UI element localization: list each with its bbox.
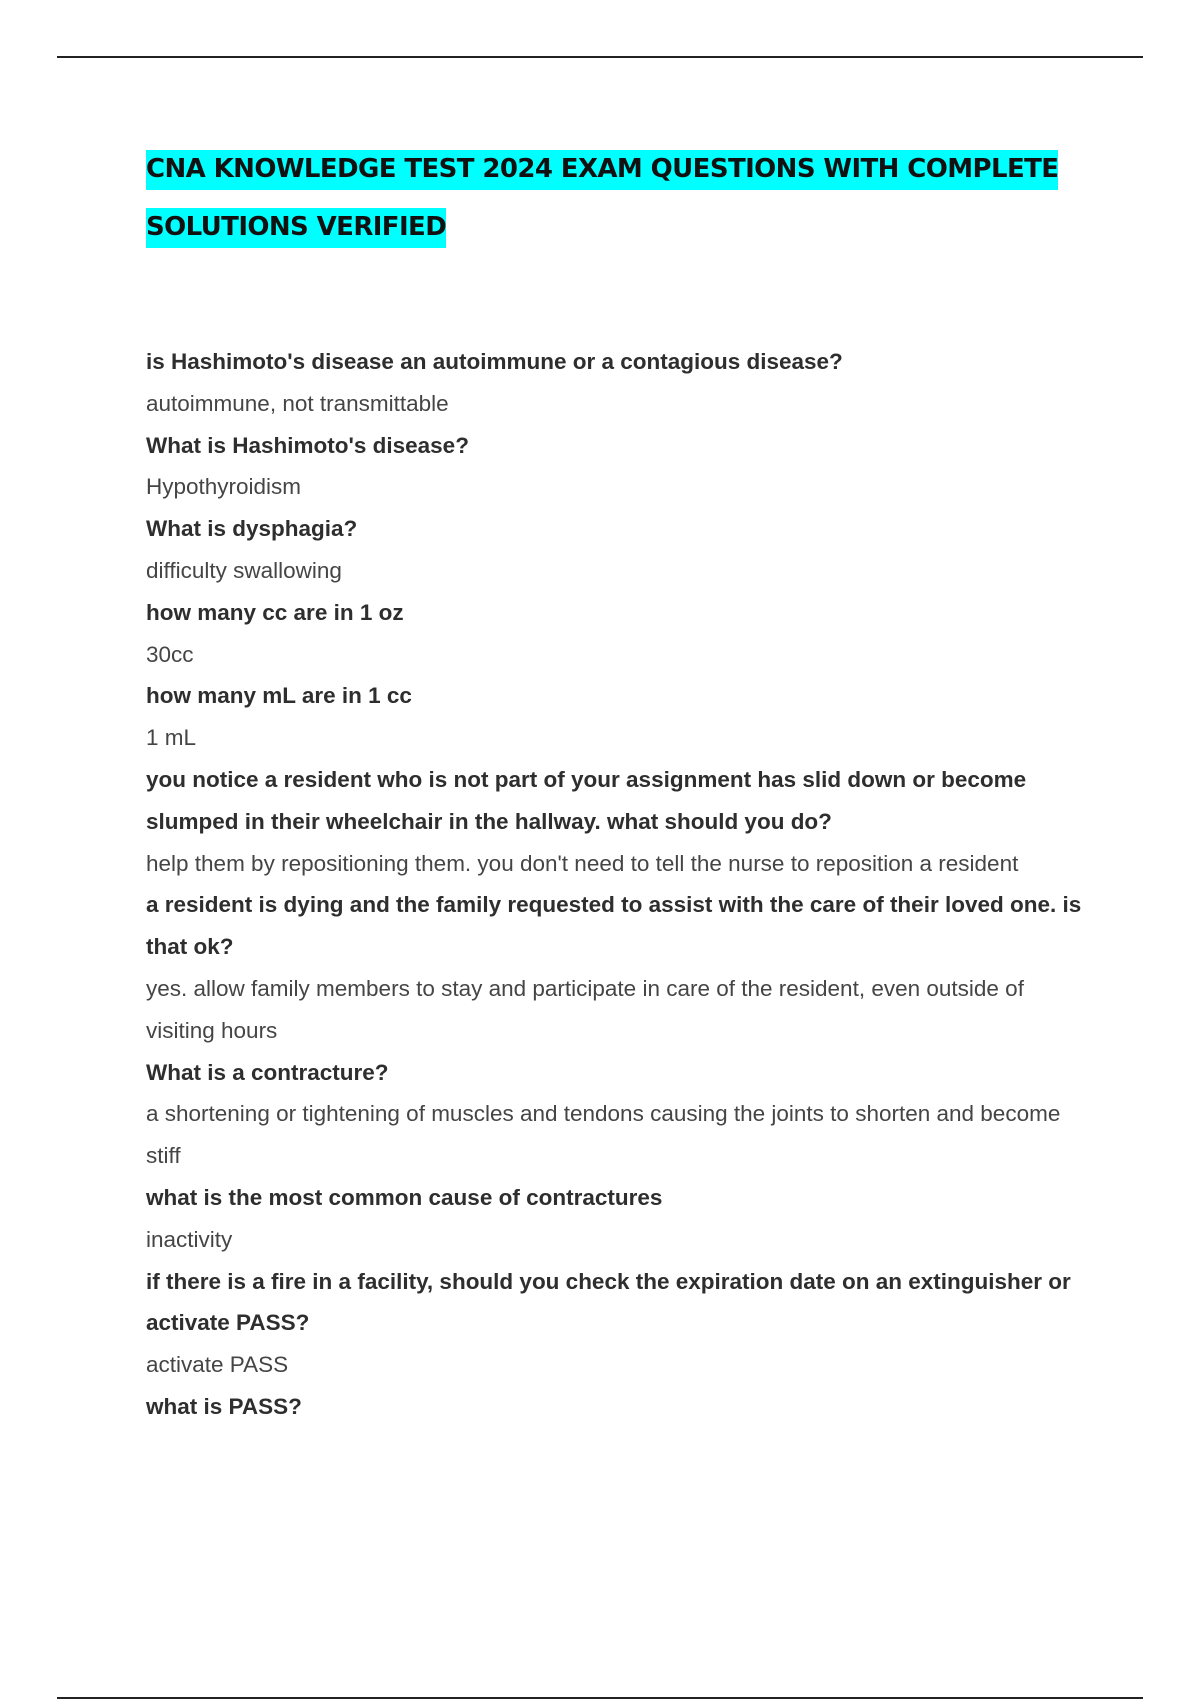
question-6: you notice a resident who is not part of your assignment has slid down or become slumped in their wheelchair in the hallway. what should you do? [146,766,1027,834]
answer-1: autoimmune, not transmittable [146,390,449,416]
question-5: how many mL are in 1 cc [146,683,412,709]
question-10: if there is a fire in a facility, should you check the expiration date on an extinguisher or activate PASS? [146,1268,1071,1336]
question-4: how many cc are in 1 oz [146,599,404,625]
document-title [146,140,1066,256]
question-2: What is Hashimoto's disease? [146,432,469,458]
answer-3: difficulty swallowing [146,557,342,583]
question-1: is Hashimoto's disease an autoimmune or a contagious disease? [146,349,843,374]
answer-9: inactivity [146,1226,233,1252]
question-7: a resident is dying and the family requested to assist with the care of their loved one. is that ok? [146,892,1082,960]
question-9: what is the most common cause of contractures [146,1184,663,1210]
answer-7: yes. allow family members to stay and participate in care of the resident, even outside of visiting hours [146,975,1024,1043]
document-title-text: CNA KNOWLEDGE TEST 2024 EXAM QUESTIONS WITH COMPLETE SOLUTIONS VERIFIED [146,150,1058,248]
answer-8: a shortening or tightening of muscles and tendons causing the joints to shorten and become stiff [146,1101,1061,1169]
answer-10: activate PASS [146,1352,289,1378]
answer-6: help them by repositioning them. you don't need to tell the nurse to reposition a resident [146,850,1019,876]
question-3: What is dysphagia? [146,516,358,542]
question-8: What is a contracture? [146,1059,389,1085]
answer-5: 1 mL [146,725,197,751]
qa-list [146,341,1096,1428]
answer-4: 30cc [146,641,194,667]
footer-rule [57,1697,1143,1699]
question-11: what is PASS? [146,1393,302,1419]
answer-2: Hypothyroidism [146,474,302,500]
header-rule [57,56,1143,58]
